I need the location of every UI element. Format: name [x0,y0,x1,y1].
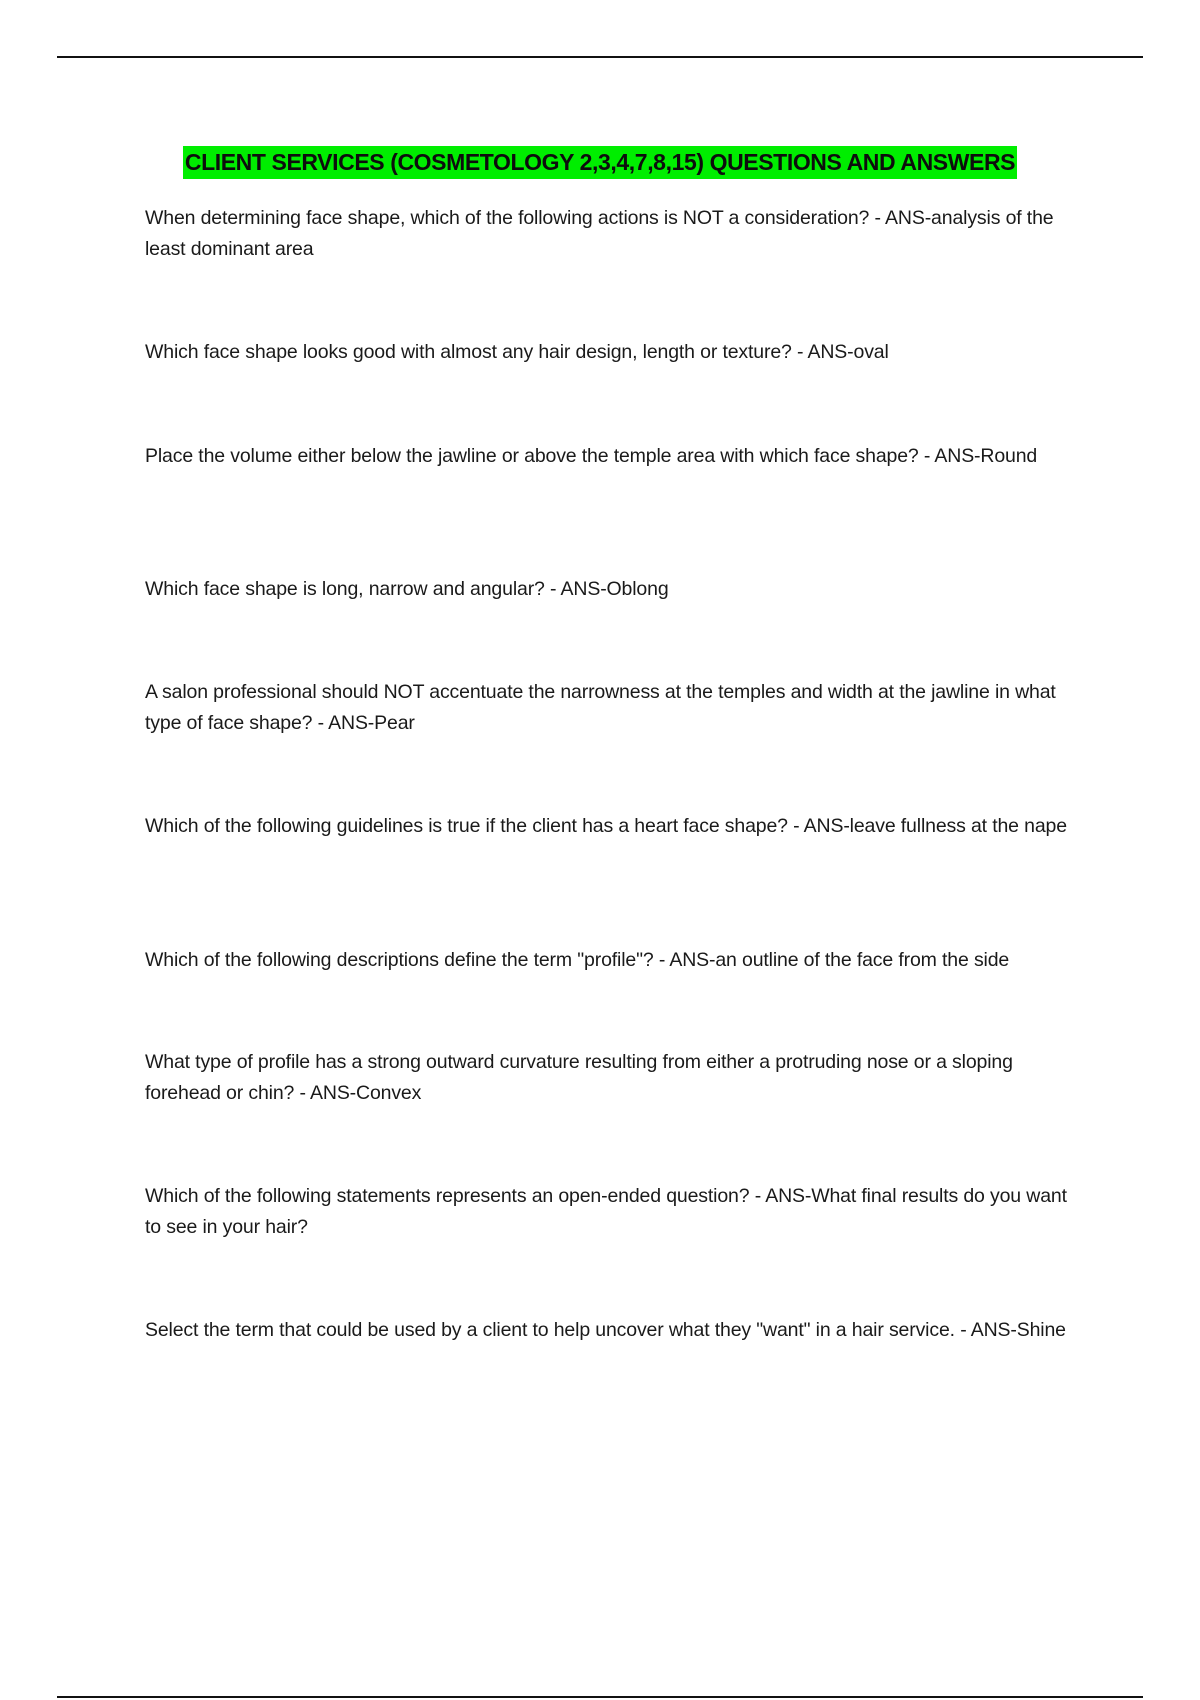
header-rule [57,56,1143,58]
footer-rule [57,1696,1143,1698]
document-title: CLIENT SERVICES (COSMETOLOGY 2,3,4,7,8,15) QUESTIONS AND ANSWERS [183,146,1017,179]
title-container [0,146,1200,179]
qa-item-9: Which of the following statements represents an open-ended question? - ANS-What final results do you want to see in your hair? [145,1185,1067,1238]
qa-item-6: Which of the following guidelines is true if the client has a heart face shape? - ANS-leave fullness at the nape [145,815,1067,837]
qa-item-1: When determining face shape, which of the following actions is NOT a consideration? - ANS-analysis of the least dominant area [145,207,1054,260]
qa-item-7: Which of the following descriptions define the term "profile"? - ANS-an outline of the face from the side [145,949,1010,971]
qa-item-3: Place the volume either below the jawline or above the temple area with which face shape? - ANS-Round [145,445,1038,467]
qa-item-2: Which face shape looks good with almost any hair design, length or texture? - ANS-oval [145,341,889,363]
qa-item-8: What type of profile has a strong outward curvature resulting from either a protruding nose or a sloping forehead or chin? - ANS-Convex [145,1051,1013,1104]
qa-item-5: A salon professional should NOT accentuate the narrowness at the temples and width at the jawline in what type of face shape? - ANS-Pear [145,681,1056,734]
qa-item-10: Select the term that could be used by a client to help uncover what they "want" in a hair service. - ANS-Shine [145,1319,1066,1341]
qa-item-4: Which face shape is long, narrow and angular? - ANS-Oblong [145,578,669,600]
